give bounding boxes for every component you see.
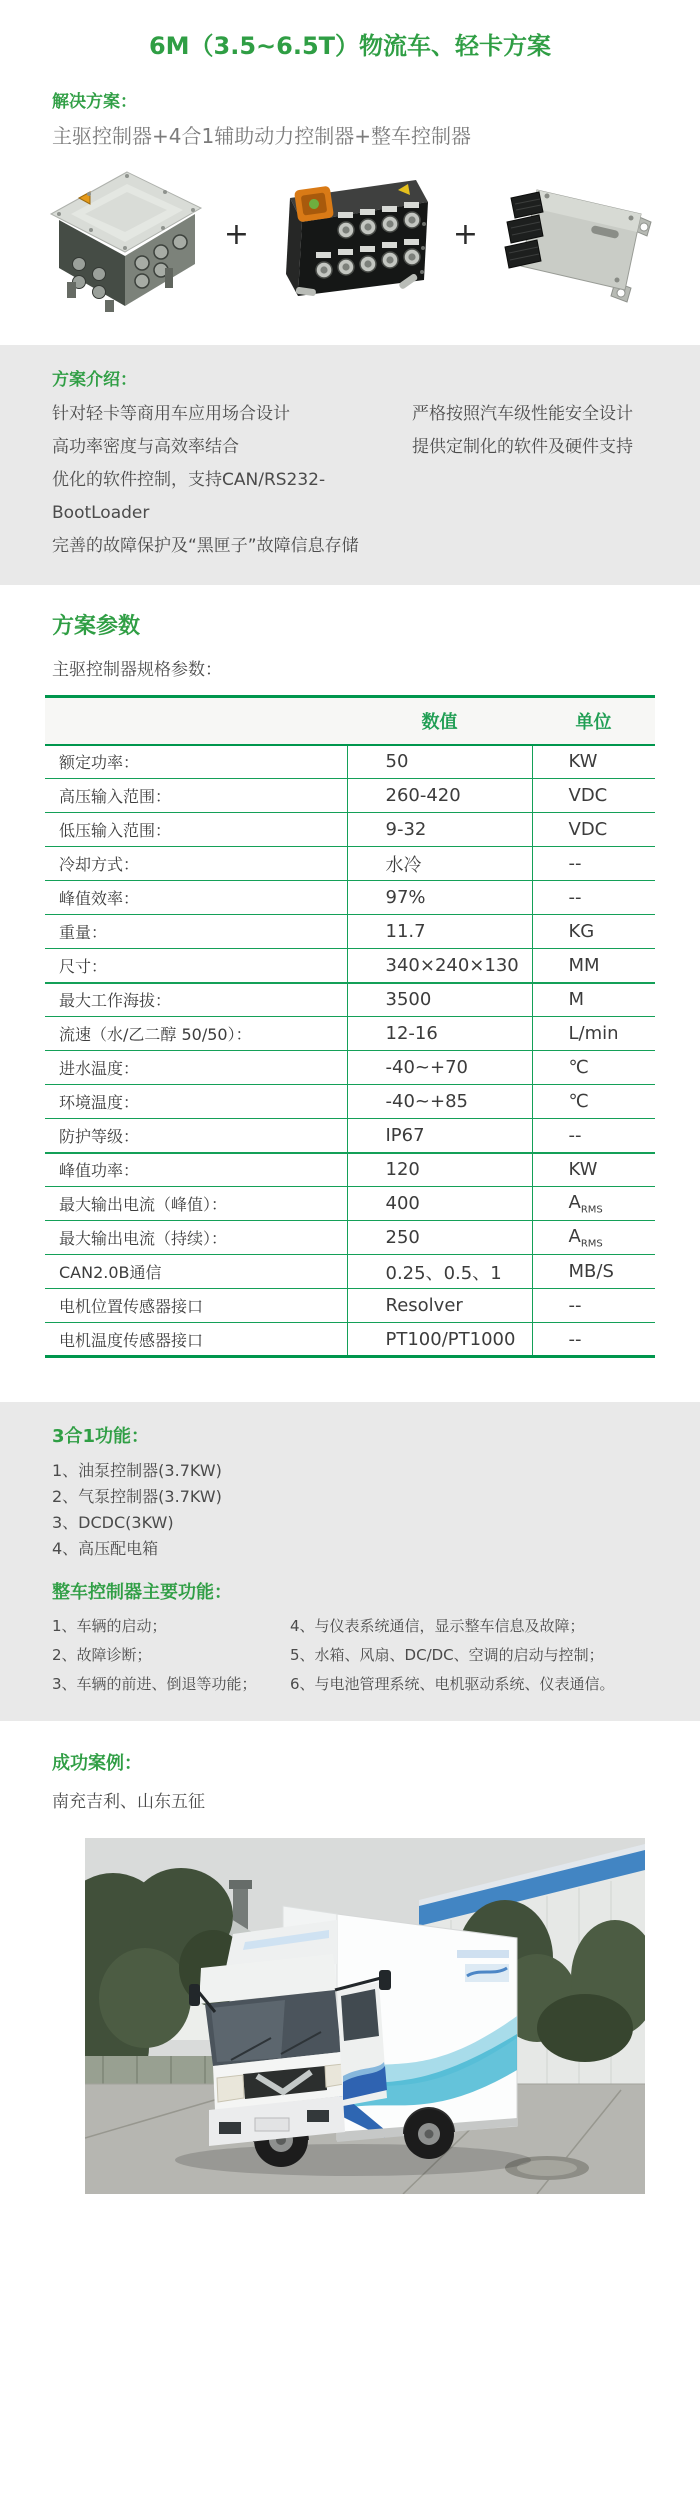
spec-unit: ℃ — [532, 1051, 655, 1085]
spec-unit: MB/S — [532, 1255, 655, 1289]
spec-row — [45, 779, 655, 813]
intro-row — [52, 398, 660, 431]
func-3in1-item: 4、高压配电箱 — [52, 1539, 159, 1558]
spec-label: 最大工作海拔： — [45, 983, 347, 1017]
spec-row — [45, 1187, 655, 1221]
spec-label: 峰值效率： — [45, 881, 347, 915]
vcu-func-item: 6、与电池管理系统、电机驱动系统、仪表通信。 — [290, 1675, 615, 1693]
spec-col-header-unit: 单位 — [532, 697, 655, 745]
spec-row — [45, 745, 655, 779]
vcu-func-item: 4、与仪表系统通信，显示整车信息及故障； — [290, 1617, 585, 1635]
spec-row — [45, 983, 655, 1017]
spec-label: 冷却方式： — [45, 847, 347, 881]
spec-table-header-row — [45, 697, 655, 745]
success-case-photo — [85, 1838, 645, 2194]
spec-col-header-empty — [45, 697, 347, 745]
spec-unit-subscript: RMS — [580, 1238, 603, 1250]
spec-label: 高压输入范围： — [45, 779, 347, 813]
vcu-func-item: 5、水箱、风扇、DC/DC、空调的启动与控制； — [290, 1646, 604, 1664]
spec-row — [45, 813, 655, 847]
spec-value: 9-32 — [347, 813, 532, 847]
vcu-heading: 整车控制器主要功能： — [52, 1582, 232, 1603]
spec-row — [45, 1221, 655, 1255]
spec-unit-subscript: RMS — [580, 1204, 603, 1216]
spec-label: 峰值功率： — [45, 1153, 347, 1187]
intro-row — [52, 464, 660, 530]
spec-label: 流速（水/乙二醇 50/50）： — [45, 1017, 347, 1051]
spec-value: 11.7 — [347, 915, 532, 949]
spec-value: 250 — [347, 1221, 532, 1255]
spec-label: 额定功率： — [45, 745, 347, 779]
spec-label: CAN2.0B通信 — [45, 1255, 347, 1289]
spec-value: 120 — [347, 1153, 532, 1187]
intro-item-left: 优化的软件控制，支持CAN/RS232-BootLoader — [52, 470, 326, 523]
spec-unit: KW — [532, 1153, 655, 1187]
spec-label: 电机温度传感器接口 — [45, 1323, 347, 1357]
plus-icon: + — [452, 217, 479, 252]
vcu-func-item: 3、车辆的前进、倒退等功能； — [52, 1675, 257, 1693]
spec-row — [45, 1017, 655, 1051]
params-heading: 方案参数 — [52, 614, 141, 639]
spec-unit: $A_{RMS}$ — [532, 1187, 655, 1221]
intro-item-left: 针对轻卡等商用车应用场合设计 — [52, 404, 290, 424]
spec-value: 3500 — [347, 983, 532, 1017]
intro-rows — [52, 398, 660, 563]
spec-table-body — [45, 745, 655, 1357]
intro-item-right — [412, 530, 660, 563]
func-3in1-item: 2、气泵控制器(3.7KW) — [52, 1487, 222, 1506]
spec-label: 环境温度： — [45, 1085, 347, 1119]
spec-value: PT100/PT1000 — [347, 1323, 532, 1357]
product-images-row — [45, 163, 655, 315]
vcu-func-item: 1、车辆的启动； — [52, 1617, 167, 1635]
spec-value: Resolver — [347, 1289, 532, 1323]
spec-row — [45, 1323, 655, 1357]
spec-unit: KW — [532, 745, 655, 779]
spec-unit: M — [532, 983, 655, 1017]
func-3in1-list — [52, 1458, 670, 1562]
spec-label: 尺寸： — [45, 949, 347, 983]
spec-row — [45, 1255, 655, 1289]
cases-text: 南充吉利、山东五征 — [52, 1792, 205, 1812]
cases-heading: 成功案例： — [52, 1753, 142, 1774]
spec-label: 重量： — [45, 915, 347, 949]
func-3in1-heading: 3合1功能： — [52, 1426, 150, 1447]
intro-row — [52, 530, 660, 563]
intro-item-right: 严格按照汽车级性能安全设计 — [412, 404, 633, 424]
spec-value: -40~+85 — [347, 1085, 532, 1119]
spec-value: 400 — [347, 1187, 532, 1221]
spec-value: 12-16 — [347, 1017, 532, 1051]
spec-unit: KG — [532, 915, 655, 949]
intro-item-left: 完善的故障保护及“黑匣子”故障信息存储 — [52, 536, 359, 556]
spec-value: 0.25、0.5、1 — [347, 1255, 532, 1289]
functions-panel — [0, 1402, 700, 1721]
solution-section — [52, 87, 700, 149]
product-image-4in1-controller — [266, 164, 436, 314]
spec-label: 进水温度： — [45, 1051, 347, 1085]
spec-value: 340×240×130 — [347, 949, 532, 983]
photo-truck-shadow — [175, 2144, 531, 2176]
vcu-col-left — [52, 1612, 290, 1699]
vcu-col-right — [290, 1612, 670, 1699]
intro-item-left: 高功率密度与高效率结合 — [52, 437, 239, 457]
spec-row — [45, 1085, 655, 1119]
spec-row — [45, 1153, 655, 1187]
spec-row — [45, 1119, 655, 1153]
intro-item-right — [412, 464, 660, 530]
spec-label: 防护等级： — [45, 1119, 347, 1153]
solution-heading: 解决方案： — [52, 92, 137, 112]
spec-unit: VDC — [532, 813, 655, 847]
spec-label: 低压输入范围： — [45, 813, 347, 847]
spec-unit: -- — [532, 881, 655, 915]
intro-panel — [0, 345, 700, 585]
spec-unit: -- — [568, 1328, 582, 1350]
vcu-func-item: 2、故障诊断； — [52, 1646, 152, 1664]
spec-unit: -- — [532, 847, 655, 881]
spec-unit: $A_{RMS}$ — [532, 1221, 655, 1255]
spec-table — [45, 695, 655, 1358]
spec-unit: -- — [532, 1289, 655, 1323]
plus-icon: + — [223, 217, 250, 252]
spec-col-header-value: 数值 — [347, 697, 532, 745]
page-title: 6M（3.5~6.5T）物流车、轻卡方案 — [148, 32, 552, 60]
func-3in1-item: 3、DCDC(3KW) — [52, 1513, 174, 1532]
spec-row — [45, 847, 655, 881]
spec-value: 97% — [347, 881, 532, 915]
spec-value: 50 — [347, 745, 532, 779]
vcu-columns — [52, 1612, 670, 1699]
spec-unit: ℃ — [532, 1085, 655, 1119]
spec-row — [45, 1051, 655, 1085]
product-image-main-drive-controller — [45, 164, 207, 314]
intro-item-right: 提供定制化的软件及硬件支持 — [412, 437, 633, 457]
func-3in1-item: 1、油泵控制器(3.7KW) — [52, 1461, 222, 1480]
spec-label: 最大输出电流（持续）： — [45, 1221, 347, 1255]
spec-value: 260-420 — [347, 779, 532, 813]
solution-text: 主驱控制器+4合1辅助动力控制器+整车控制器 — [52, 124, 471, 148]
spec-value: IP67 — [347, 1119, 532, 1153]
spec-label: 电机位置传感器接口 — [45, 1289, 347, 1323]
params-subheading: 主驱控制器规格参数： — [52, 660, 222, 680]
photo-truck — [189, 1906, 517, 2167]
spec-unit: -- — [532, 1119, 655, 1153]
spec-unit: MM — [532, 949, 655, 983]
spec-unit: VDC — [532, 779, 655, 813]
intro-row — [52, 431, 660, 464]
product-image-vehicle-controller — [495, 164, 655, 314]
spec-value: 水冷 — [347, 847, 532, 881]
cases-section — [52, 1749, 700, 1812]
spec-row — [45, 949, 655, 983]
spec-label: 最大输出电流（峰值）： — [45, 1187, 347, 1221]
spec-row — [45, 881, 655, 915]
spec-row — [45, 1289, 655, 1323]
spec-value: -40~+70 — [347, 1051, 532, 1085]
spec-row — [45, 915, 655, 949]
spec-unit: L/min — [532, 1017, 655, 1051]
intro-heading: 方案介绍： — [52, 370, 137, 390]
